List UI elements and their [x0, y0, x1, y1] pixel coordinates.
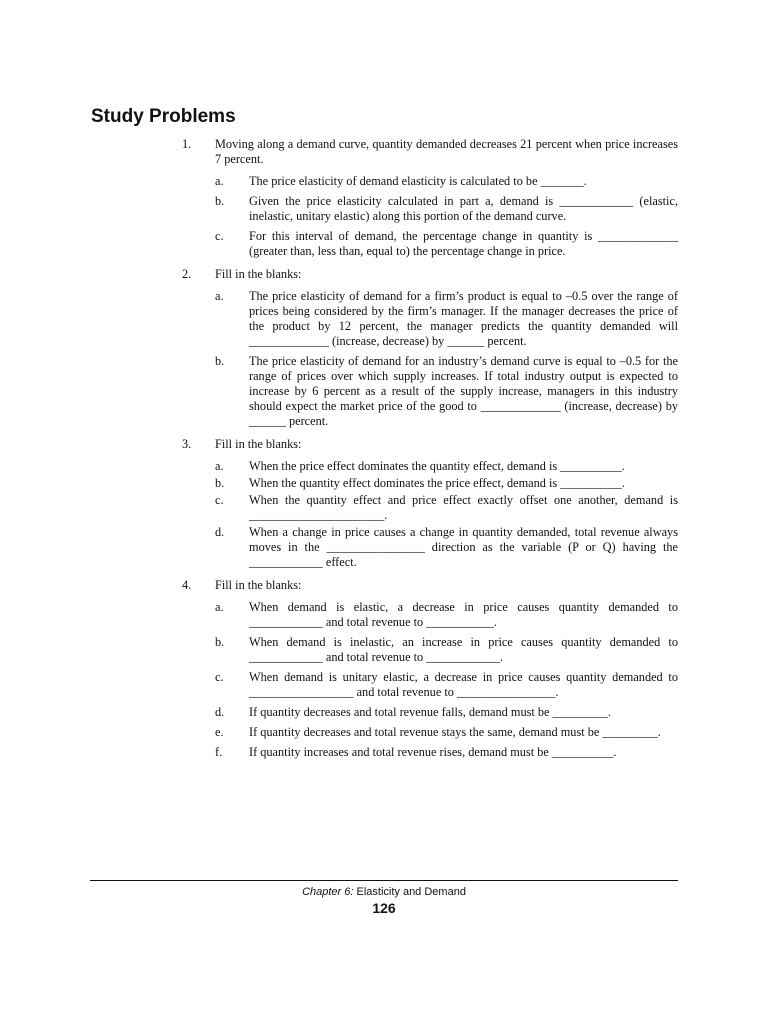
sub-text: The price elasticity of demand elasticity is calculated to be _______. [249, 174, 587, 188]
sub-question [215, 670, 678, 700]
sub-question [215, 493, 678, 523]
problem-2 [178, 267, 678, 429]
sub-text: When demand is inelastic, an increase in price causes quantity demanded to ____________ and total revenue to ____________. [249, 635, 678, 664]
chapter-label: Chapter 6: [302, 886, 354, 898]
sub-question-list [215, 174, 678, 259]
sub-text: The price elasticity of demand for a firm’s product is equal to –0.5 over the range of prices being considered by the firm’s manager. If the manager decreases the price of the product by 12 percent, the manager predicts the quantity demanded will _____________ (increase, decrease) by ______ percent. [249, 289, 678, 348]
sub-letter: e. [215, 725, 224, 739]
problem-4 [178, 578, 678, 760]
sub-question-list [215, 289, 678, 429]
sub-letter: c. [215, 493, 224, 507]
sub-question [215, 635, 678, 665]
section-heading: Study Problems [91, 106, 236, 127]
sub-text: When the price effect dominates the quantity effect, demand is __________. [249, 459, 625, 473]
sub-letter: d. [215, 525, 225, 539]
sub-text: If quantity decreases and total revenue stays the same, demand must be _________. [249, 725, 661, 739]
problem-number: 1. [182, 137, 192, 151]
sub-text: When the quantity effect and price effect exactly offset one another, demand is ______________________. [249, 493, 678, 522]
sub-text: If quantity decreases and total revenue falls, demand must be _________. [249, 705, 611, 719]
sub-letter: b. [215, 476, 225, 490]
chapter-footer [0, 886, 768, 898]
sub-text: Given the price elasticity calculated in part a, demand is ____________ (elastic, inelastic, unitary elastic) along this portion of the demand curve. [249, 194, 678, 223]
sub-question-list [215, 459, 678, 570]
problem-text: Fill in the blanks: [215, 267, 302, 281]
sub-letter: c. [215, 670, 224, 684]
sub-letter: a. [215, 289, 224, 303]
sub-question [215, 289, 678, 349]
problem-number: 4. [182, 578, 192, 592]
footer-divider [90, 880, 678, 881]
sub-question [215, 174, 678, 189]
chapter-title: Elasticity and Demand [353, 886, 466, 898]
sub-letter: a. [215, 174, 224, 188]
sub-text: When the quantity effect dominates the price effect, demand is __________. [249, 476, 625, 490]
sub-question [215, 725, 678, 740]
sub-text: The price elasticity of demand for an industry’s demand curve is equal to –0.5 for the range of prices over which supply increases. If total industry output is expected to increase by 6 percent as a result of the supply increase, managers in this industry should expect the market price of the good to _____________ (increase, decrease) by ______ percent. [249, 354, 678, 428]
sub-letter: b. [215, 354, 225, 368]
sub-letter: f. [215, 745, 223, 759]
sub-question [215, 745, 678, 760]
problem-1 [178, 137, 678, 259]
sub-question [215, 600, 678, 630]
problem-text: Fill in the blanks: [215, 437, 302, 451]
sub-text: When demand is unitary elastic, a decrease in price causes quantity demanded to _________________ and total revenue to ________________. [249, 670, 678, 699]
sub-question [215, 459, 678, 474]
problem-number: 3. [182, 437, 192, 451]
sub-letter: b. [215, 194, 225, 208]
sub-question [215, 194, 678, 224]
problem-text: Moving along a demand curve, quantity demanded decreases 21 percent when price increases 7 percent. [215, 137, 678, 166]
sub-question-list [215, 600, 678, 760]
sub-text: When demand is elastic, a decrease in price causes quantity demanded to ____________ and total revenue to ___________. [249, 600, 678, 629]
sub-text: If quantity increases and total revenue rises, demand must be __________. [249, 745, 617, 759]
sub-question [215, 354, 678, 429]
sub-text: When a change in price causes a change in quantity demanded, total revenue always moves in the ________________ direction as the variable (P or Q) having the ____________ effect. [249, 525, 678, 569]
sub-text: For this interval of demand, the percentage change in quantity is _____________ (greater than, less than, equal to) the percentage change in price. [249, 229, 678, 258]
sub-letter: a. [215, 600, 224, 614]
sub-letter: a. [215, 459, 224, 473]
sub-letter: c. [215, 229, 224, 243]
sub-question [215, 229, 678, 259]
sub-letter: b. [215, 635, 225, 649]
problem-3 [178, 437, 678, 570]
sub-question [215, 525, 678, 570]
sub-question [215, 476, 678, 491]
problem-text: Fill in the blanks: [215, 578, 302, 592]
page-number: 126 [372, 900, 396, 916]
problem-list [178, 137, 678, 768]
sub-question [215, 705, 678, 720]
sub-letter: d. [215, 705, 225, 719]
problem-number: 2. [182, 267, 192, 281]
